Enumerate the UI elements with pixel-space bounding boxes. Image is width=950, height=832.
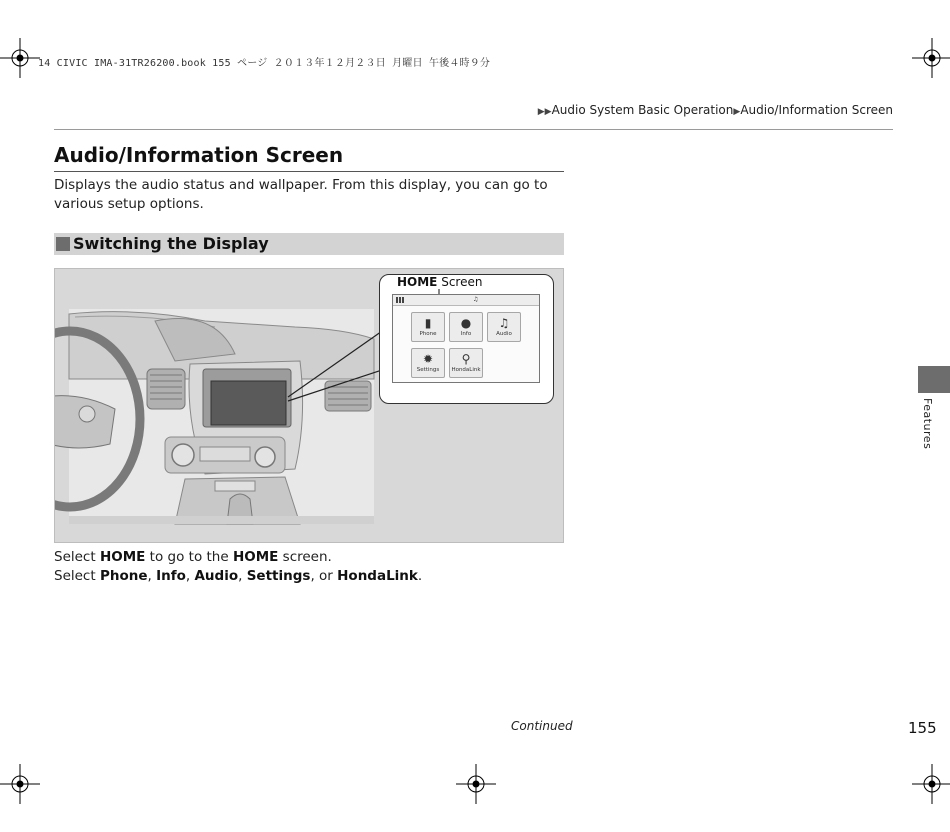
audio-button[interactable]: [487, 312, 521, 342]
breadcrumb-arrow-icon: ▶▶: [537, 107, 552, 117]
page-number: 155: [908, 719, 937, 737]
home-status-bar: [393, 295, 539, 306]
text-span: ,: [238, 568, 247, 584]
breadcrumb-arrow-icon: ▶: [733, 107, 741, 117]
phone-button[interactable]: [411, 312, 445, 342]
bold-term: HOME: [232, 549, 279, 565]
intro-paragraph: Displays the audio status and wallpaper. From this display, you can go to various setup options.: [54, 177, 548, 212]
callout-label-rest: Screen: [437, 275, 483, 289]
page-title: Audio/Information Screen: [54, 143, 344, 167]
bold-term: Info: [156, 568, 186, 584]
bold-term: HondaLink: [337, 568, 418, 584]
hondalink-button-label: HondaLink: [451, 367, 481, 373]
audio-button-label: Audio: [496, 331, 512, 337]
registration-mark-icon: [912, 38, 950, 78]
hondalink-button[interactable]: [449, 348, 483, 378]
bold-term: Settings: [246, 568, 311, 584]
menu-grid-icon[interactable]: [396, 297, 405, 303]
callout-label-bold: HOME: [397, 275, 438, 289]
text-span: ,: [185, 568, 195, 584]
instruction-line-2: [54, 567, 422, 586]
microphone-icon: ●: [460, 316, 472, 330]
location-pin-icon: ⚲: [461, 352, 471, 366]
info-button[interactable]: [449, 312, 483, 342]
text-span: to go to the: [145, 549, 233, 565]
info-button-label: Info: [460, 331, 472, 337]
registration-mark-icon: [456, 764, 496, 804]
breadcrumb-item[interactable]: Audio System Basic Operation: [551, 103, 734, 117]
music-note-icon: ♫: [498, 316, 510, 330]
text-span: screen.: [278, 549, 332, 565]
gear-icon: ✹: [422, 352, 434, 366]
home-screen-display: [392, 294, 540, 383]
header-divider: [54, 129, 893, 130]
text-span: Select: [54, 568, 100, 584]
section-heading: [54, 233, 564, 255]
text-span: , or: [310, 568, 338, 584]
print-header: 14 CIVIC IMA-31TR26200.book 155 ページ ２０１３年１２月２３日 月曜日 午後４時９分: [38, 58, 491, 69]
title-divider: [54, 171, 564, 172]
phone-icon: ▮: [424, 316, 432, 330]
bold-term: Audio: [194, 568, 239, 584]
callout-label: [397, 275, 482, 289]
phone-button-label: Phone: [419, 331, 437, 337]
bold-term: HOME: [99, 549, 146, 565]
text-span: Select: [54, 549, 100, 565]
status-icon: ♫: [473, 296, 479, 303]
text-span: .: [417, 568, 423, 584]
text-span: ,: [147, 568, 157, 584]
instruction-line-1: [54, 548, 422, 567]
continued-note: Continued: [511, 719, 573, 733]
settings-button[interactable]: [411, 348, 445, 378]
section-square-icon: [56, 237, 70, 251]
section-title: Switching the Display: [73, 234, 269, 253]
instructions: [54, 548, 422, 586]
registration-mark-icon: [912, 764, 950, 804]
breadcrumb: [538, 103, 893, 117]
registration-mark-icon: [0, 764, 40, 804]
settings-button-label: Settings: [416, 367, 440, 373]
chapter-tab-label: Features: [921, 398, 934, 450]
registration-mark-icon: [0, 38, 40, 78]
breadcrumb-item[interactable]: Audio/Information Screen: [740, 103, 893, 117]
bold-term: Phone: [99, 568, 148, 584]
chapter-tab[interactable]: [918, 366, 950, 393]
